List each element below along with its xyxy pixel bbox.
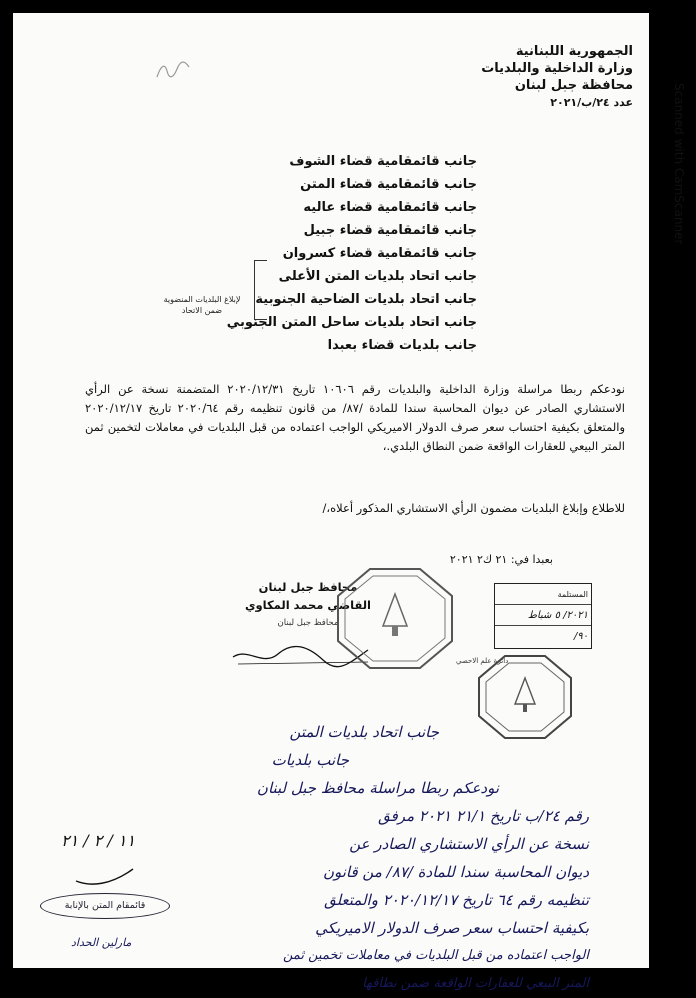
scanner-watermark <box>670 83 690 283</box>
handwritten-line: جانب بلديات <box>271 751 349 769</box>
handwritten-slash <box>71 851 141 891</box>
stamp-label: المستلمة <box>557 589 588 599</box>
registration-stamp <box>494 583 592 649</box>
stamp-number: ٩٠/ <box>573 630 588 642</box>
bracket-mark <box>254 260 267 320</box>
handwritten-date: ١١ / ٢ / ٢١ <box>61 831 136 850</box>
signatory-title: محافظ جبل لبنان <box>258 580 358 594</box>
addressee: جانب قائمقامية قضاء المتن <box>300 177 477 192</box>
handwritten-line: ديوان المحاسبة سندا للمادة /٨٧/ من قانون <box>322 863 589 881</box>
stamp-row <box>495 584 591 605</box>
side-note-line: ضمن الاتحاد <box>181 306 223 315</box>
scanner-text: Scanned with CamScanner <box>672 83 686 245</box>
republic-title: الجمهورية اللبنانية <box>515 44 633 59</box>
addressee: جانب بلديات قضاء بعبدا <box>327 338 477 353</box>
handwritten-line: جانب اتحاد بلديات المتن <box>289 723 439 741</box>
stamp-caption: دائرة علم الاحصي <box>456 657 509 665</box>
addressee: جانب قائمقامية قضاء جبيل <box>303 223 477 238</box>
addressee: جانب اتحاد بلديات ساحل المتن الجنوبي <box>226 315 477 330</box>
stamp-date: ٢٠٢١/ ٥ شباط <box>527 609 588 621</box>
addressee: جانب اتحاد بلديات المتن الأعلى <box>278 269 477 284</box>
addressee: جانب اتحاد بلديات الضاحية الجنوبية <box>255 292 477 307</box>
request-line: للاطلاع وإبلاغ البلديات مضمون الرأي الاستشاري المذكور أعلاه،/ <box>322 501 625 515</box>
handwritten-line: نودعكم ربطا مراسلة محافظ جبل لبنان <box>256 779 499 797</box>
addressee-list <box>177 150 477 357</box>
handwritten-line: بكيفية احتساب سعر صرف الدولار الاميريكي <box>315 919 589 937</box>
handwritten-line: تنظيمه رقم ٦٤ تاريخ ٢٠٢٠/١٢/١٧ والمتعلق <box>324 891 589 909</box>
addressee: جانب قائمقامية قضاء عاليه <box>303 200 477 215</box>
handwritten-line: المتر البيعي للعقارات الواقعة ضمن نطاقها <box>362 976 589 991</box>
signatory-handwritten-name: مارلين الحداد <box>71 936 132 949</box>
governorate-title: محافظة جبل لبنان <box>514 78 633 93</box>
stamp-row <box>495 605 591 626</box>
addressee: جانب قائمقامية قضاء كسروان <box>282 246 477 261</box>
body-paragraph: نودعكم ربطا مراسلة وزارة الداخلية والبلديات رقم ١٠٦٠٦ تاريخ ٢٠٢٠/١٢/٣١ المتضمنة نسخة عن الرأي الاستشاري الصادر عن ديوان المحاسبة سندا للمادة /٨٧/ من قانون تنظيمه رقم ٢٠٢٠/٦٤ تاريخ ٢٠٢٠/١٢/١٧ والمتعلق بكيفية احتساب سعر صرف الدولار الاميريكي الواجب اعتماده من قبل البلديات في معاملات لتخمين ثمن المتر البيعي للعقارات الواقعة ضمن النطاق البلدي.، <box>85 382 625 453</box>
scanned-letter <box>13 13 686 991</box>
side-note-line: لإبلاغ البلديات المنضوية <box>163 295 241 304</box>
official-seal <box>335 566 455 671</box>
handwritten-line: نسخة عن الرأي الاستشاري الصادر عن <box>349 835 589 853</box>
letterhead <box>433 43 633 111</box>
signatory-name: القاضي محمد المكاوي <box>244 598 372 612</box>
signatory-stamp: محافظ جبل لبنان <box>277 618 339 628</box>
qaimaqam-stamp: قائمقام المتن بالإنابة <box>40 893 170 919</box>
handwritten-line: رقم ٢٤/ب تاريخ ٢١/١ ٢٠٢١ مرفق <box>378 807 589 825</box>
handwritten-line: الواجب اعتماده من قبل البلديات في معاملات تخمين ثمن <box>283 948 589 963</box>
ministry-title: وزارة الداخلية والبلديات <box>481 61 633 76</box>
place-date: بعبدا في: ٢١ ك٢ ٢٠٢١ <box>449 553 553 566</box>
addressee: جانب قائمقامية قضاء الشوف <box>289 154 477 169</box>
side-note <box>153 294 251 316</box>
reference-number: عدد ٢٤/ب/٢٠٢١ <box>550 96 633 109</box>
stamp-row <box>495 626 591 646</box>
pencil-scribble <box>153 55 193 85</box>
